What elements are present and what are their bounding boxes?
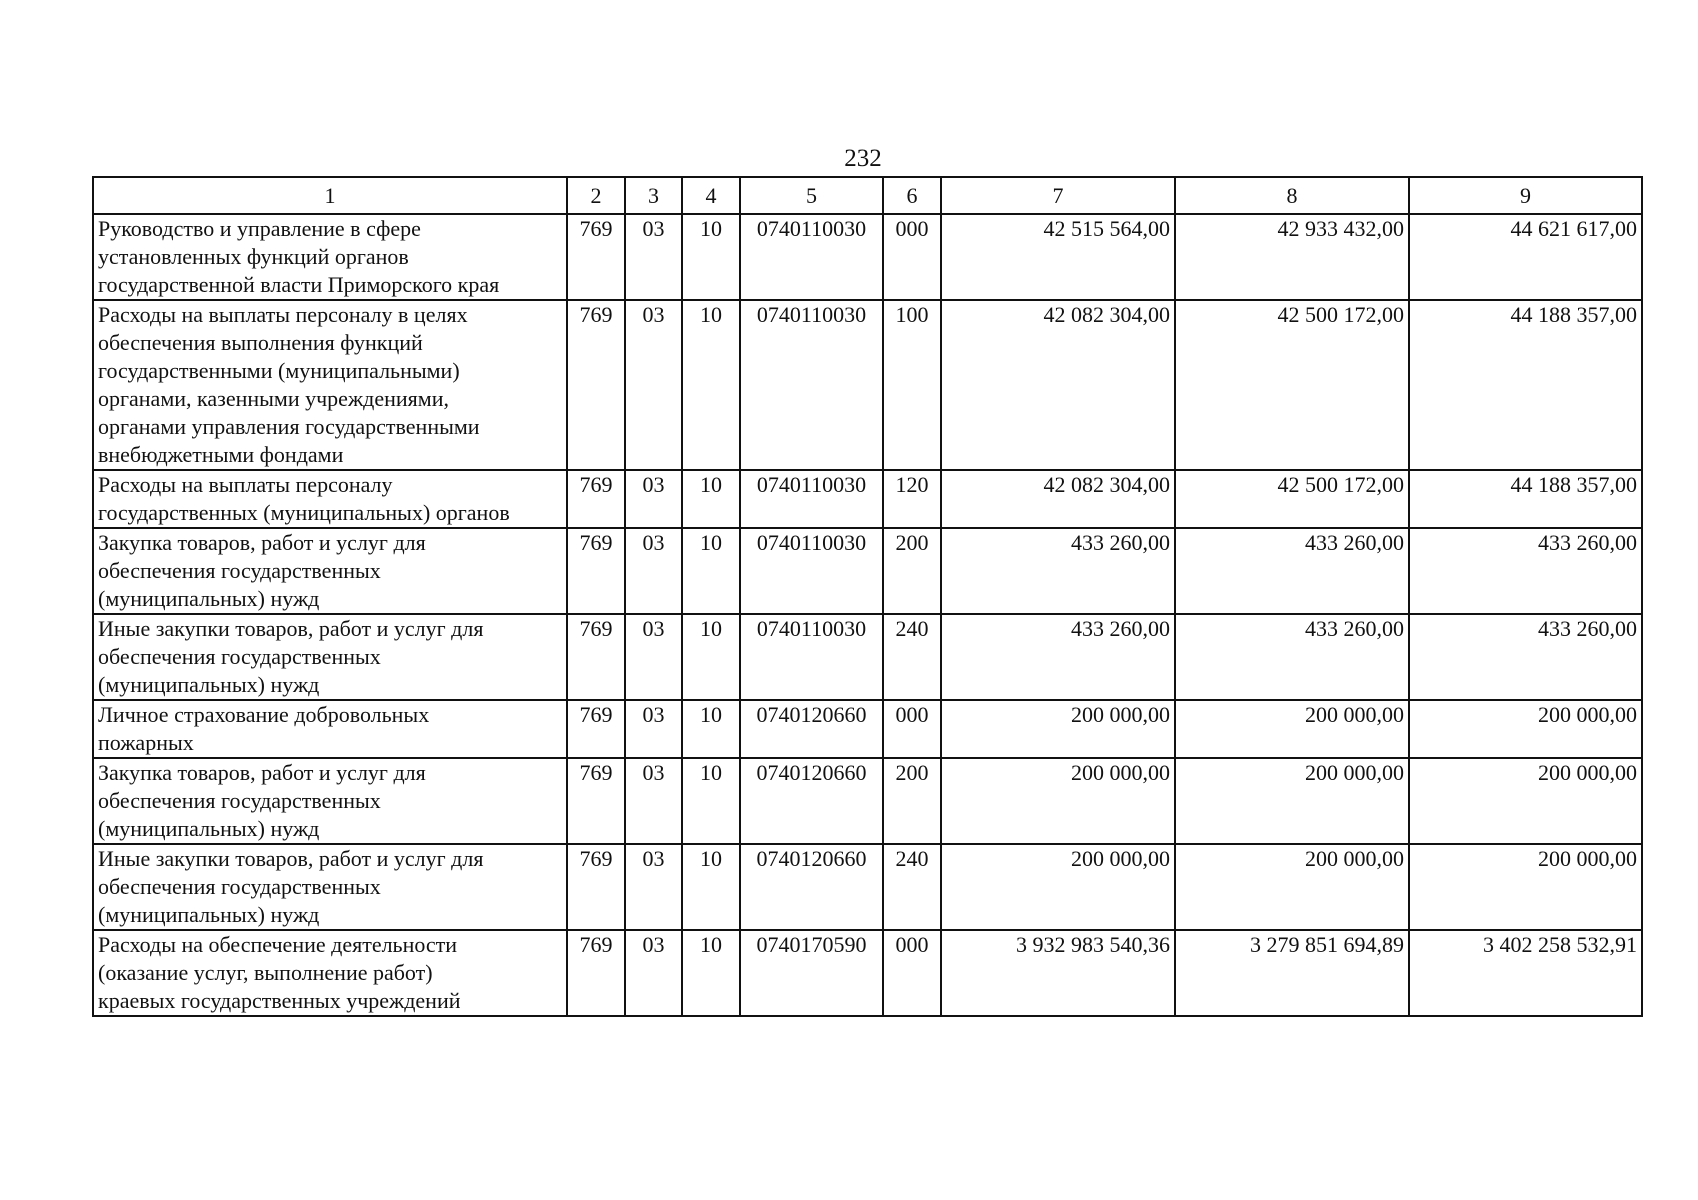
budget-org-code: 769 <box>567 700 625 758</box>
expense-type-code: 000 <box>883 214 941 300</box>
row-description <box>93 700 567 758</box>
page-number: 232 <box>844 145 882 172</box>
section-code: 03 <box>625 300 682 470</box>
budget-org-code: 769 <box>567 930 625 1016</box>
section-code: 03 <box>625 470 682 528</box>
description-line: установленных функций органов <box>98 244 409 269</box>
subsection-code: 10 <box>682 470 740 528</box>
subsection-code: 10 <box>682 758 740 844</box>
row-description <box>93 300 567 470</box>
expense-type-code: 240 <box>883 844 941 930</box>
column-header-8: 8 <box>1175 177 1409 214</box>
row-description <box>93 614 567 700</box>
target-article-code: 0740110030 <box>740 470 883 528</box>
subsection-code: 10 <box>682 300 740 470</box>
target-article-code: 0740120660 <box>740 700 883 758</box>
description-line: (муниципальных) нужд <box>98 586 320 611</box>
description-line: внебюджетными фондами <box>98 442 344 467</box>
table-row <box>93 528 1642 614</box>
expense-type-code: 100 <box>883 300 941 470</box>
description-line: (муниципальных) нужд <box>98 816 320 841</box>
column-header-5: 5 <box>740 177 883 214</box>
amount-col-8: 42 500 172,00 <box>1175 470 1409 528</box>
table-row <box>93 214 1642 300</box>
amount-col-7: 433 260,00 <box>941 614 1175 700</box>
description-line: Закупка товаров, работ и услуг для <box>98 530 426 555</box>
description-line: Личное страхование добровольных <box>98 702 430 727</box>
amount-col-7: 42 082 304,00 <box>941 300 1175 470</box>
description-line: органами, казенными учреждениями, <box>98 386 449 411</box>
expense-type-code: 200 <box>883 528 941 614</box>
description-line: (оказание услуг, выполнение работ) <box>98 960 433 985</box>
column-header-6: 6 <box>883 177 941 214</box>
amount-col-9: 200 000,00 <box>1409 700 1642 758</box>
row-description <box>93 844 567 930</box>
amount-col-7: 3 932 983 540,36 <box>941 930 1175 1016</box>
subsection-code: 10 <box>682 844 740 930</box>
row-description <box>93 528 567 614</box>
header-row <box>93 177 1642 214</box>
amount-col-7: 433 260,00 <box>941 528 1175 614</box>
amount-col-9: 44 188 357,00 <box>1409 470 1642 528</box>
column-header-3: 3 <box>625 177 682 214</box>
section-code: 03 <box>625 930 682 1016</box>
amount-col-7: 42 515 564,00 <box>941 214 1175 300</box>
amount-col-8: 42 933 432,00 <box>1175 214 1409 300</box>
subsection-code: 10 <box>682 214 740 300</box>
row-description <box>93 930 567 1016</box>
section-code: 03 <box>625 758 682 844</box>
amount-col-9: 433 260,00 <box>1409 528 1642 614</box>
table-row <box>93 614 1642 700</box>
description-line: государственных (муниципальных) органов <box>98 500 510 525</box>
amount-col-8: 200 000,00 <box>1175 758 1409 844</box>
description-line: Иные закупки товаров, работ и услуг для <box>98 846 484 871</box>
description-line: пожарных <box>98 730 194 755</box>
amount-col-9: 3 402 258 532,91 <box>1409 930 1642 1016</box>
amount-col-9: 433 260,00 <box>1409 614 1642 700</box>
expense-type-code: 200 <box>883 758 941 844</box>
description-line: Иные закупки товаров, работ и услуг для <box>98 616 484 641</box>
target-article-code: 0740120660 <box>740 844 883 930</box>
amount-col-8: 200 000,00 <box>1175 844 1409 930</box>
section-code: 03 <box>625 844 682 930</box>
amount-col-7: 200 000,00 <box>941 700 1175 758</box>
description-line: органами управления государственными <box>98 414 480 439</box>
row-description <box>93 758 567 844</box>
row-description <box>93 214 567 300</box>
budget-org-code: 769 <box>567 844 625 930</box>
amount-col-9: 200 000,00 <box>1409 844 1642 930</box>
subsection-code: 10 <box>682 528 740 614</box>
amount-col-8: 42 500 172,00 <box>1175 300 1409 470</box>
column-header-4: 4 <box>682 177 740 214</box>
subsection-code: 10 <box>682 614 740 700</box>
subsection-code: 10 <box>682 700 740 758</box>
description-line: обеспечения государственных <box>98 874 381 899</box>
description-line: Расходы на выплаты персоналу <box>98 472 393 497</box>
amount-col-8: 3 279 851 694,89 <box>1175 930 1409 1016</box>
target-article-code: 0740110030 <box>740 214 883 300</box>
description-line: обеспечения выполнения функций <box>98 330 423 355</box>
target-article-code: 0740110030 <box>740 614 883 700</box>
description-line: Расходы на выплаты персоналу в целях <box>98 302 468 327</box>
budget-org-code: 769 <box>567 470 625 528</box>
description-line: Закупка товаров, работ и услуг для <box>98 760 426 785</box>
target-article-code: 0740170590 <box>740 930 883 1016</box>
description-line: (муниципальных) нужд <box>98 902 320 927</box>
section-code: 03 <box>625 528 682 614</box>
column-header-9: 9 <box>1409 177 1642 214</box>
budget-org-code: 769 <box>567 528 625 614</box>
table-row <box>93 700 1642 758</box>
target-article-code: 0740120660 <box>740 758 883 844</box>
amount-col-9: 44 621 617,00 <box>1409 214 1642 300</box>
budget-table <box>92 176 1643 1017</box>
expense-type-code: 240 <box>883 614 941 700</box>
budget-org-code: 769 <box>567 614 625 700</box>
description-line: обеспечения государственных <box>98 558 381 583</box>
table-row <box>93 758 1642 844</box>
column-header-7: 7 <box>941 177 1175 214</box>
amount-col-8: 433 260,00 <box>1175 614 1409 700</box>
budget-org-code: 769 <box>567 758 625 844</box>
subsection-code: 10 <box>682 930 740 1016</box>
description-line: Руководство и управление в сфере <box>98 216 421 241</box>
table-row <box>93 470 1642 528</box>
table-row <box>93 844 1642 930</box>
description-line: (муниципальных) нужд <box>98 672 320 697</box>
row-description <box>93 470 567 528</box>
expense-type-code: 120 <box>883 470 941 528</box>
table-row <box>93 300 1642 470</box>
expense-type-code: 000 <box>883 700 941 758</box>
description-line: краевых государственных учреждений <box>98 988 461 1013</box>
budget-org-code: 769 <box>567 300 625 470</box>
amount-col-8: 200 000,00 <box>1175 700 1409 758</box>
amount-col-7: 200 000,00 <box>941 844 1175 930</box>
column-header-2: 2 <box>567 177 625 214</box>
description-line: Расходы на обеспечение деятельности <box>98 932 458 957</box>
target-article-code: 0740110030 <box>740 528 883 614</box>
amount-col-9: 44 188 357,00 <box>1409 300 1642 470</box>
target-article-code: 0740110030 <box>740 300 883 470</box>
amount-col-8: 433 260,00 <box>1175 528 1409 614</box>
description-line: государственной власти Приморского края <box>98 272 500 297</box>
section-code: 03 <box>625 700 682 758</box>
budget-org-code: 769 <box>567 214 625 300</box>
amount-col-9: 200 000,00 <box>1409 758 1642 844</box>
section-code: 03 <box>625 214 682 300</box>
description-line: обеспечения государственных <box>98 644 381 669</box>
section-code: 03 <box>625 614 682 700</box>
amount-col-7: 200 000,00 <box>941 758 1175 844</box>
column-header-1: 1 <box>93 177 567 214</box>
description-line: обеспечения государственных <box>98 788 381 813</box>
description-line: государственными (муниципальными) <box>98 358 460 383</box>
amount-col-7: 42 082 304,00 <box>941 470 1175 528</box>
expense-type-code: 000 <box>883 930 941 1016</box>
table-row <box>93 930 1642 1016</box>
